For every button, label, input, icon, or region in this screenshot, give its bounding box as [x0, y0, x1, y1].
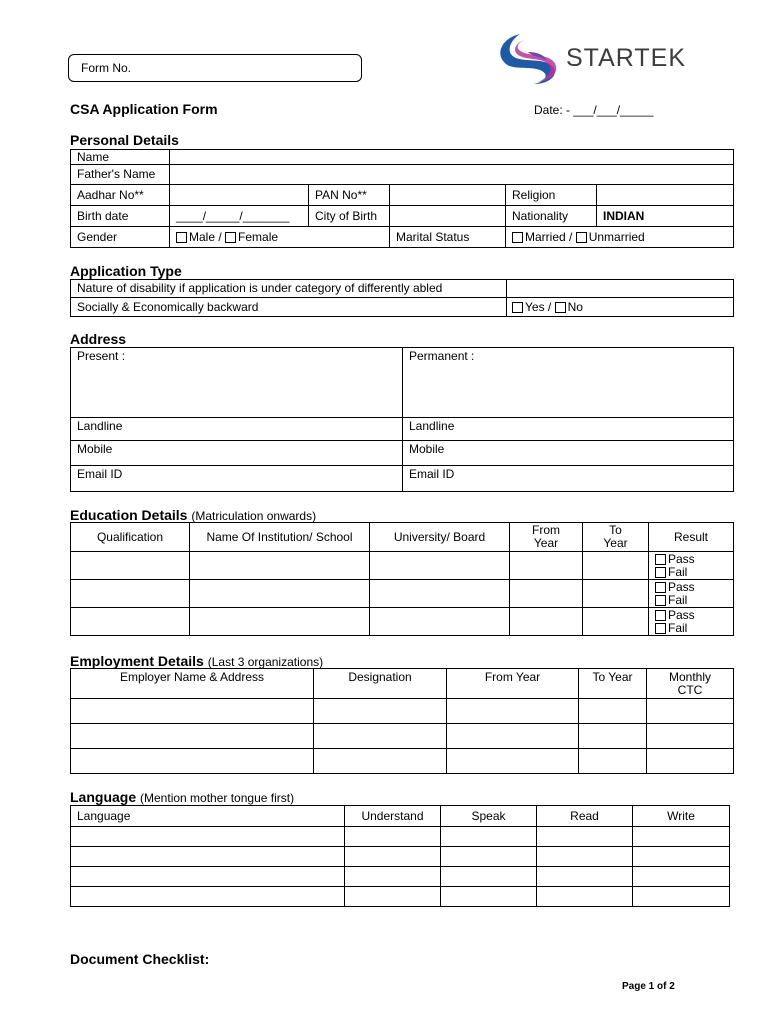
male-checkbox[interactable]	[176, 232, 187, 243]
employer-cell[interactable]	[71, 699, 314, 724]
employment-title: Employment Details	[70, 653, 204, 669]
employer-cell[interactable]	[71, 724, 314, 749]
read-cell[interactable]	[537, 887, 633, 907]
pass-checkbox[interactable]	[655, 610, 666, 621]
male-label: Male /	[189, 229, 222, 244]
gender-label: Gender	[71, 227, 170, 248]
from-year-cell[interactable]	[510, 608, 583, 636]
understand-cell[interactable]	[345, 867, 441, 887]
unmarried-checkbox[interactable]	[576, 232, 587, 243]
write-cell[interactable]	[633, 827, 730, 847]
religion-input[interactable]	[597, 185, 734, 206]
ctc-cell[interactable]	[647, 699, 734, 724]
fail-label: Fail	[668, 564, 688, 579]
religion-label: Religion	[506, 185, 597, 206]
pass-label: Pass	[668, 551, 695, 566]
to-word: To	[609, 523, 622, 537]
employment-note: (Last 3 organizations)	[207, 655, 324, 669]
result-header: Result	[649, 523, 734, 552]
institution-header: Name Of Institution/ School	[190, 523, 370, 552]
form-no-label: Form No.	[81, 61, 132, 75]
from-word: From	[532, 523, 560, 537]
from-year-cell[interactable]	[447, 724, 579, 749]
write-cell[interactable]	[633, 847, 730, 867]
read-cell[interactable]	[537, 867, 633, 887]
table-row	[71, 580, 734, 608]
table-row	[71, 724, 734, 749]
mobile-label: Mobile	[77, 442, 113, 456]
landline-label: Landline	[77, 419, 123, 433]
no-label: No	[567, 299, 583, 314]
to-year-cell[interactable]	[579, 699, 647, 724]
understand-header: Understand	[345, 806, 441, 827]
employer-cell[interactable]	[71, 749, 314, 774]
table-row	[71, 552, 734, 580]
language-cell[interactable]	[71, 887, 345, 907]
mobile-label: Mobile	[409, 442, 445, 456]
present-mobile-field[interactable]	[71, 441, 403, 466]
present-label: Present :	[77, 349, 126, 363]
employer-header: Employer Name & Address	[71, 669, 314, 699]
result-cell	[649, 580, 734, 608]
fail-label: Fail	[668, 620, 688, 635]
read-header: Read	[537, 806, 633, 827]
page-number: Page 1 of 2	[622, 981, 675, 992]
yes-checkbox[interactable]	[512, 302, 523, 313]
language-title: Language	[70, 789, 137, 805]
language-note: (Mention mother tongue first)	[140, 791, 295, 805]
year-word: Year	[533, 536, 559, 550]
from-year-cell[interactable]	[510, 552, 583, 580]
startek-logo	[494, 30, 694, 86]
ctc-cell[interactable]	[647, 724, 734, 749]
institution-cell[interactable]	[190, 608, 370, 636]
speak-cell[interactable]	[441, 887, 537, 907]
aadhar-input[interactable]	[170, 185, 309, 206]
qualification-header: Qualification	[71, 523, 190, 552]
result-cell	[649, 552, 734, 580]
gender-options	[170, 227, 390, 248]
qualification-cell[interactable]	[71, 552, 190, 580]
female-label: Female	[238, 229, 279, 244]
backward-options	[507, 298, 734, 317]
institution-cell[interactable]	[190, 552, 370, 580]
from-year-cell[interactable]	[447, 699, 579, 724]
university-cell[interactable]	[370, 552, 510, 580]
permanent-address-field[interactable]	[403, 348, 734, 418]
logo-text: STARTEK	[566, 44, 686, 72]
unmarried-label: Unmarried	[588, 229, 645, 244]
table-row	[71, 749, 734, 774]
female-checkbox[interactable]	[225, 232, 236, 243]
write-cell[interactable]	[633, 887, 730, 907]
application-type-table	[70, 279, 734, 317]
employment-table	[70, 668, 734, 774]
fail-label: Fail	[668, 592, 688, 607]
year-word: Year	[603, 536, 628, 550]
present-landline-field[interactable]	[71, 418, 403, 441]
to-year-cell[interactable]	[583, 608, 649, 636]
fail-checkbox[interactable]	[655, 595, 666, 606]
ctc-cell[interactable]	[647, 749, 734, 774]
nationality-value: INDIAN	[597, 206, 734, 227]
designation-cell[interactable]	[314, 699, 447, 724]
table-row	[71, 608, 734, 636]
to-year-cell[interactable]	[579, 749, 647, 774]
city-of-birth-input[interactable]	[390, 206, 506, 227]
university-cell[interactable]	[370, 580, 510, 608]
nationality-label: Nationality	[506, 206, 597, 227]
email-label: Email ID	[77, 467, 123, 481]
result-cell	[649, 608, 734, 636]
language-cell[interactable]	[71, 867, 345, 887]
language-header: Language	[71, 806, 345, 827]
qualification-cell[interactable]	[71, 580, 190, 608]
landline-label: Landline	[409, 419, 455, 433]
designation-header: Designation	[314, 669, 447, 699]
read-cell[interactable]	[537, 847, 633, 867]
understand-cell[interactable]	[345, 827, 441, 847]
from-year-header: From Year	[447, 669, 579, 699]
address-heading: Address	[70, 331, 127, 347]
table-row	[71, 867, 730, 887]
read-cell[interactable]	[537, 827, 633, 847]
name-label: Name	[71, 150, 170, 165]
pass-label: Pass	[668, 579, 695, 594]
institution-cell[interactable]	[190, 580, 370, 608]
fail-checkbox[interactable]	[655, 567, 666, 578]
pass-checkbox[interactable]	[655, 554, 666, 565]
address-table	[70, 347, 734, 492]
ctc-header	[647, 669, 734, 699]
understand-cell[interactable]	[345, 847, 441, 867]
disability-input[interactable]	[507, 280, 734, 298]
table-row	[71, 847, 730, 867]
pass-checkbox[interactable]	[655, 582, 666, 593]
language-heading	[70, 789, 294, 805]
table-row	[71, 887, 730, 907]
personal-details-heading: Personal Details	[70, 132, 179, 148]
pass-label: Pass	[668, 607, 695, 622]
startek-swoosh-icon	[494, 30, 562, 86]
application-type-heading: Application Type	[70, 263, 182, 279]
write-header: Write	[633, 806, 730, 827]
ctc-word: CTC	[677, 682, 703, 697]
married-checkbox[interactable]	[512, 232, 523, 243]
to-year-cell[interactable]	[579, 724, 647, 749]
understand-cell[interactable]	[345, 887, 441, 907]
form-no-field[interactable]	[68, 54, 362, 82]
employment-heading	[70, 653, 323, 669]
speak-cell[interactable]	[441, 847, 537, 867]
permanent-landline-field[interactable]	[403, 418, 734, 441]
aadhar-label: Aadhar No**	[71, 185, 170, 206]
birth-date-label: Birth date	[71, 206, 170, 227]
permanent-label: Permanent :	[409, 349, 475, 363]
table-row	[71, 827, 730, 847]
to-year-cell[interactable]	[583, 552, 649, 580]
permanent-email-field[interactable]	[403, 466, 734, 492]
marital-status-label: Marital Status	[390, 227, 506, 248]
city-of-birth-label: City of Birth	[309, 206, 390, 227]
designation-cell[interactable]	[314, 749, 447, 774]
page-title: CSA Application Form	[70, 101, 218, 117]
from-year-header	[510, 523, 583, 552]
table-row	[71, 699, 734, 724]
university-header: University/ Board	[370, 523, 510, 552]
write-cell[interactable]	[633, 867, 730, 887]
speak-cell[interactable]	[441, 867, 537, 887]
education-table	[70, 522, 734, 636]
backward-label: Socially & Economically backward	[71, 298, 507, 317]
education-title: Education Details	[70, 507, 188, 523]
marital-options	[506, 227, 734, 248]
language-cell[interactable]	[71, 847, 345, 867]
from-year-cell[interactable]	[510, 580, 583, 608]
to-year-header	[583, 523, 649, 552]
document-checklist-heading: Document Checklist:	[70, 951, 210, 967]
university-cell[interactable]	[370, 608, 510, 636]
speak-cell[interactable]	[441, 827, 537, 847]
father-name-input[interactable]	[170, 165, 734, 185]
date-field[interactable]: Date: - ___/___/_____	[534, 103, 654, 117]
married-label: Married /	[525, 229, 573, 244]
designation-cell[interactable]	[314, 724, 447, 749]
present-email-field[interactable]	[71, 466, 403, 492]
no-checkbox[interactable]	[555, 302, 566, 313]
to-year-header: To Year	[579, 669, 647, 699]
pan-label: PAN No**	[309, 185, 390, 206]
fail-checkbox[interactable]	[655, 623, 666, 634]
birth-date-input[interactable]: ____/_____/_______	[170, 206, 309, 227]
monthly-word: Monthly	[668, 669, 712, 684]
from-year-cell[interactable]	[447, 749, 579, 774]
education-heading	[70, 507, 316, 523]
present-address-field[interactable]	[71, 348, 403, 418]
email-label: Email ID	[409, 467, 455, 481]
qualification-cell[interactable]	[71, 608, 190, 636]
pan-input[interactable]	[390, 185, 506, 206]
personal-details-table	[70, 149, 734, 248]
father-name-label: Father's Name	[71, 165, 170, 185]
language-cell[interactable]	[71, 827, 345, 847]
permanent-mobile-field[interactable]	[403, 441, 734, 466]
name-input[interactable]	[170, 150, 734, 165]
yes-label: Yes /	[525, 299, 552, 314]
disability-label: Nature of disability if application is under category of differently abled	[71, 280, 507, 298]
to-year-cell[interactable]	[583, 580, 649, 608]
language-table	[70, 805, 730, 907]
education-note: (Matriculation onwards)	[191, 509, 317, 523]
speak-header: Speak	[441, 806, 537, 827]
